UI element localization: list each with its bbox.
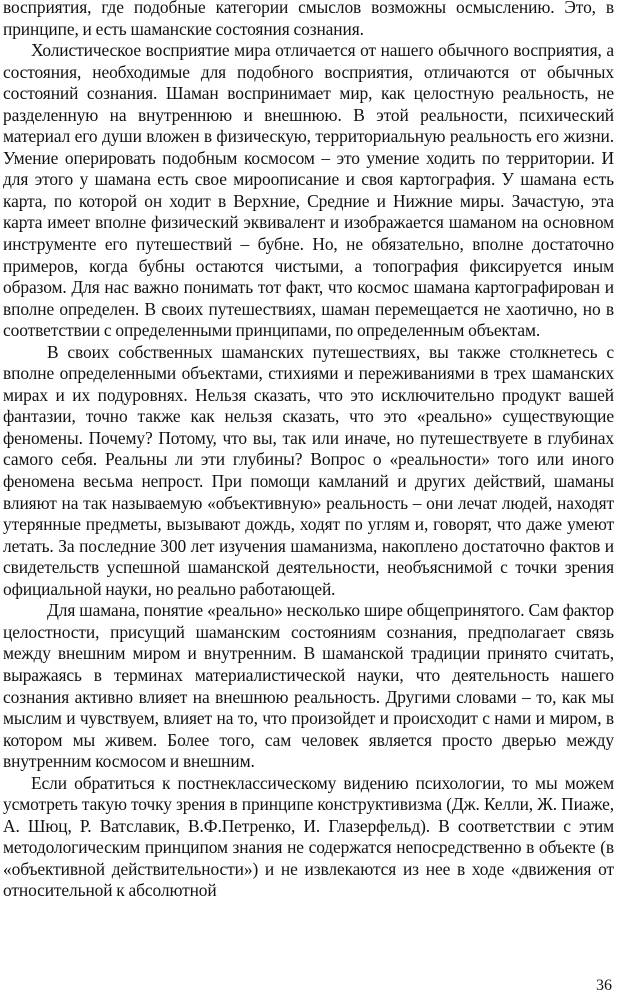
paragraph-reality-concept: Для шамана, понятие «реально» несколько шире общепринятого. Сам фактор целостности, присущий шаманским состояниям сознания, предполагает связь между внешним миром и внутренним. В шаманской традиции принято считать, выражаясь в терминах материалистической науки, что деятельность нашего сознания активно влияет на внешнюю реальность. Другими словами – то, как мы мыслим и чувствуем, влияет на то, что произойдет и происходит с нами и миром, в котором мы живем. Более того, сам человек является просто дверью между внутренним космосом и внешним. bbox=[3, 600, 614, 772]
paragraph-holistic-perception: Холистическое восприятие мира отличается от нашего обычного восприятия, а состояния, необходимые для подобного восприятия, отличаются от обычных состояний сознания. Шаман воспринимает мир, как целостную реальность, не разделенную на внутреннюю и внешнюю. В этой реальности, психический материал его души вложен в физическую, территориальную реальность его жизни. Умение оперировать подобным космосом – это умение ходить по территории. И для этого у шамана есть свое мироописание и своя картография. У шамана есть карта, по которой он ходит в Верхние, Средние и Нижние миры. Зачастую, эта карта имеет вполне физический эквивалент и изображается шаманом на основном инструменте его путешествий – бубне. Но, не обязательно, вполне достаточно примеров, когда бубны остаются чистыми, а топография фиксируется иным образом. Для нас важно понимать тот факт, что космос шамана картографирован и вполне определен. В своих путешествиях, шаман перемещается не хаотично, но в соответствии с определенными принципами, по определенным объектам. bbox=[3, 40, 614, 341]
paragraph-constructivism: Если обратиться к постнеклассическому видению психологии, то мы можем усмотреть такую точку зрения в принципе конструктивизма (Дж. Келли, Ж. Пиаже, А. Шюц, Р. Ватславик, В.Ф.Петренко, И. Глазерфельд). В соответствии с этим методологическим принципом знания не содержатся непосредственно в объекте (в «объективной действительности») и не извлекаются из нее в ходе «движения от относительной к абсолютной bbox=[3, 772, 614, 901]
paragraph-shamanic-journeys: В своих собственных шаманских путешествиях, вы также столкнетесь с вполне определенными объектами, стихиями и переживаниями в трех шаманских мирах и их подуровнях. Нельзя сказать, что это исключительно продукт вашей фантазии, точно также как нельзя сказать, что это «реально» существующие феномены. Почему? Потому, что вы, так или иначе, но путешествуете в глубинах самого себя. Реальны ли эти глубины? Вопрос о «реальности» того или иного феномена весьма непрост. При помощи камланий и других действий, шаманы влияют на так называемую «объективную» реальность – они лечат людей, находят утерянные предметы, вызывают дождь, ходят по углям и, говорят, что даже умеют летать. За последние 300 лет изучения шаманизма, накоплено достаточно фактов и свидетельств успешной шаманской деятельности, необъяснимой с точки зрения официальной науки, но реально работающей. bbox=[3, 341, 614, 599]
paragraph-continuation: восприятия, где подобные категории смыслов возможны осмыслению. Это, в принципе, и есть шаманские состояния сознания. bbox=[3, 0, 614, 39]
body-text bbox=[3, 0, 614, 902]
page-number: 36 bbox=[596, 977, 612, 994]
